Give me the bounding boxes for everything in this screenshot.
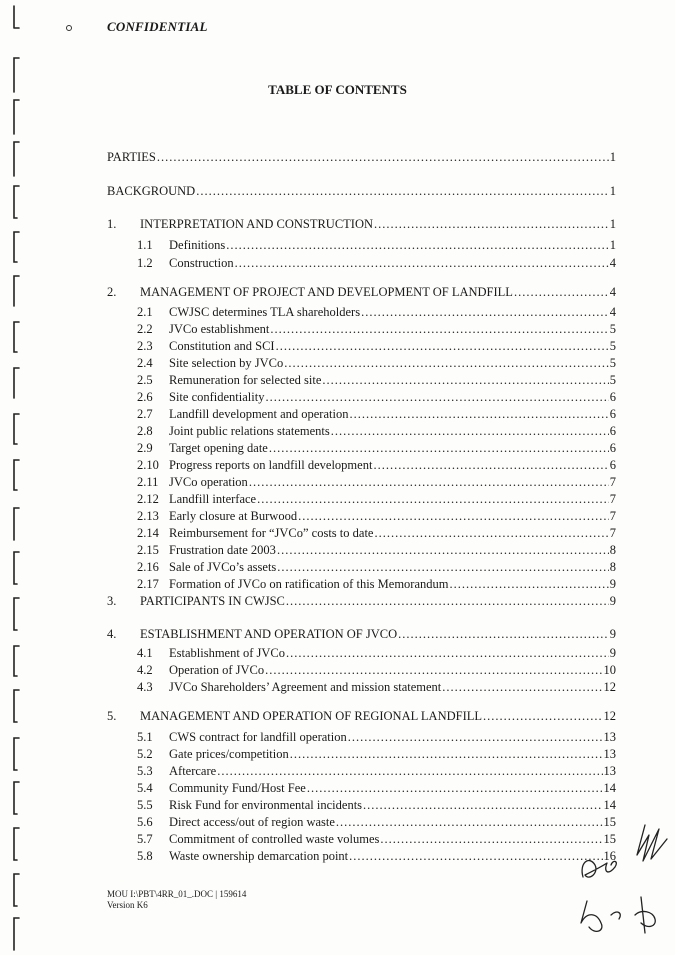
toc-subentry[interactable] [137, 441, 616, 456]
toc-entry-label: ESTABLISHMENT AND OPERATION OF JVCO [140, 627, 398, 641]
toc-subentry[interactable] [137, 798, 616, 813]
toc-page-number: 7 [609, 492, 616, 506]
toc-page-number: 5 [609, 322, 616, 336]
toc-section-1[interactable] [107, 217, 616, 232]
toc-subentry-number: 5.2 [137, 747, 153, 761]
toc-section-number: 2. [107, 285, 117, 299]
toc-leader-dots [290, 747, 603, 761]
bracket-mark-icon [14, 828, 19, 860]
toc-page-number: 9 [609, 594, 616, 608]
toc-leader-dots [277, 543, 609, 557]
bracket-mark-icon [14, 782, 19, 814]
toc-leader-dots [249, 475, 609, 489]
toc-leader-dots [449, 577, 608, 591]
toc-leader-dots [284, 356, 609, 370]
toc-entry-label: Reimbursement for “JVCo” costs to date [169, 526, 374, 540]
toc-leader-dots [257, 492, 609, 506]
toc-page-number: 4 [609, 305, 616, 319]
bracket-mark-icon [14, 598, 19, 630]
toc-page-number: 7 [609, 509, 616, 523]
toc-subentry-number: 4.2 [137, 663, 153, 677]
toc-subentry[interactable] [137, 458, 616, 473]
toc-leader-dots [483, 709, 602, 723]
toc-subentry-number: 2.12 [137, 492, 159, 506]
toc-subentry[interactable] [137, 339, 616, 354]
bracket-mark-icon [14, 6, 19, 28]
toc-subentry-number: 2.6 [137, 390, 153, 404]
toc-page-number: 8 [609, 543, 616, 557]
toc-leader-dots [286, 594, 609, 608]
toc-leader-dots [361, 305, 609, 319]
toc-page-number: 6 [609, 407, 616, 421]
toc-leader-dots [380, 832, 602, 846]
toc-page-number: 13 [603, 764, 616, 778]
toc-leader-dots [226, 238, 609, 252]
confidential-header: CONFIDENTIAL [107, 19, 208, 34]
toc-entry-label: BACKGROUND [107, 184, 196, 198]
bracket-mark-icon [14, 918, 19, 950]
toc-subentry[interactable] [137, 577, 616, 592]
toc-entry-label: Landfill development and operation [169, 407, 349, 421]
toc-leader-dots [265, 663, 602, 677]
toc-subentry[interactable] [137, 373, 616, 388]
bracket-mark-icon [14, 552, 19, 584]
toc-subentry-number: 5.3 [137, 764, 153, 778]
toc-page-number: 7 [609, 475, 616, 489]
bracket-mark-icon [14, 690, 19, 722]
handwritten-signature [575, 815, 670, 940]
bracket-mark-icon [14, 58, 19, 92]
bracket-mark-icon [14, 100, 19, 134]
toc-page-number: 6 [609, 424, 616, 438]
toc-subentry-number: 2.9 [137, 441, 153, 455]
toc-leader-dots [349, 407, 608, 421]
toc-subentry-number: 5.6 [137, 815, 153, 829]
toc-subentry-number: 5.4 [137, 781, 153, 795]
footer-file-reference: MOU I:\PBT\4RR_01_.DOC | 159614 [107, 889, 247, 899]
toc-leader-dots [157, 150, 609, 164]
toc-subentry-number: 2.8 [137, 424, 153, 438]
bracket-mark-icon [14, 508, 19, 540]
toc-subentry[interactable] [137, 663, 616, 678]
toc-page-number: 6 [609, 441, 616, 455]
toc-leader-dots [348, 730, 603, 744]
toc-page-number: 15 [603, 815, 616, 829]
toc-entry-label: Community Fund/Host Fee [169, 781, 306, 795]
toc-leader-dots [363, 798, 602, 812]
bracket-mark-icon [14, 414, 19, 444]
toc-subentry[interactable] [137, 646, 616, 661]
toc-entry-label: INTERPRETATION AND CONSTRUCTION [140, 217, 374, 231]
toc-entry-label: Frustration date 2003 [169, 543, 276, 557]
bracket-mark-icon [14, 142, 19, 176]
toc-entry-label: Operation of JVCo [169, 663, 265, 677]
page-title: TABLE OF CONTENTS [268, 82, 407, 97]
toc-leader-dots [322, 373, 608, 387]
toc-page-number: 6 [609, 390, 616, 404]
toc-section-number: 3. [107, 594, 117, 608]
toc-leader-dots [331, 424, 609, 438]
toc-entry-background[interactable] [107, 184, 616, 199]
bracket-mark-icon [14, 738, 19, 770]
toc-page-number: 15 [603, 832, 616, 846]
toc-subentry-number: 2.3 [137, 339, 153, 353]
toc-subentry-number: 2.1 [137, 305, 153, 319]
toc-subentry[interactable] [137, 475, 616, 490]
toc-leader-dots [276, 339, 609, 353]
toc-leader-dots [373, 458, 608, 472]
toc-entry-label: Establishment of JVCo [169, 646, 285, 660]
toc-subentry-number: 4.3 [137, 680, 153, 694]
toc-subentry[interactable] [137, 680, 616, 695]
toc-page-number: 1 [609, 217, 616, 231]
toc-leader-dots [442, 680, 602, 694]
toc-subentry-number: 1.2 [137, 256, 153, 270]
toc-subentry[interactable] [137, 815, 616, 830]
toc-subentry[interactable] [137, 764, 616, 779]
toc-entry-label: Constitution and SCI [169, 339, 275, 353]
toc-subentry-number: 1.1 [137, 238, 153, 252]
toc-page-number: 5 [609, 339, 616, 353]
toc-page-number: 6 [609, 458, 616, 472]
toc-leader-dots [265, 390, 608, 404]
toc-entry-label: Risk Fund for environmental incidents [169, 798, 363, 812]
toc-page-number: 4 [609, 285, 616, 299]
toc-subentry[interactable] [137, 526, 616, 541]
toc-subentry[interactable] [137, 849, 616, 864]
toc-subentry[interactable] [137, 747, 616, 762]
toc-entry-label: Landfill interface [169, 492, 257, 506]
toc-subentry-number: 5.1 [137, 730, 153, 744]
toc-entry-label: Direct access/out of region waste [169, 815, 335, 829]
toc-subentry[interactable] [137, 730, 616, 745]
toc-page-number: 4 [609, 256, 616, 270]
bracket-mark-icon [14, 646, 19, 676]
toc-entry-label: Target opening date [169, 441, 268, 455]
toc-leader-dots [374, 526, 608, 540]
toc-subentry-number: 2.14 [137, 526, 159, 540]
toc-entry-label: Site selection by JVCo [169, 356, 284, 370]
toc-entry-label: JVCo Shareholders’ Agreement and mission statement [169, 680, 442, 694]
toc-leader-dots [217, 764, 602, 778]
toc-entry-label: PARTIES [107, 150, 156, 164]
toc-page-number: 14 [603, 781, 616, 795]
toc-leader-dots [235, 256, 609, 270]
toc-subentry-number: 2.10 [137, 458, 159, 472]
toc-subentry[interactable] [137, 407, 616, 422]
toc-page-number: 14 [603, 798, 616, 812]
toc-subentry-number: 5.7 [137, 832, 153, 846]
toc-page-number: 1 [609, 184, 616, 198]
toc-page-number: 10 [603, 663, 616, 677]
toc-subentry[interactable] [137, 492, 616, 507]
toc-subentry-number: 2.2 [137, 322, 153, 336]
toc-section-4[interactable] [107, 627, 616, 642]
toc-entry-label: JVCo establishment [169, 322, 270, 336]
toc-subentry-number: 2.16 [137, 560, 159, 574]
toc-leader-dots [336, 815, 603, 829]
toc-page-number: 8 [609, 560, 616, 574]
toc-entry-label: Construction [169, 256, 234, 270]
toc-subentry[interactable] [137, 560, 616, 575]
toc-subentry[interactable] [137, 390, 616, 405]
toc-subentry-number: 4.1 [137, 646, 153, 660]
toc-page-number: 1 [609, 150, 616, 164]
toc-entry-label: Joint public relations statements [169, 424, 330, 438]
bracket-mark-icon [14, 460, 19, 490]
toc-section-5[interactable] [107, 709, 616, 724]
document-footer [107, 889, 246, 911]
toc-subentry[interactable] [137, 424, 616, 439]
toc-entry-label: Remuneration for selected site [169, 373, 322, 387]
toc-entry-label: Progress reports on landfill development [169, 458, 373, 472]
toc-entry-label: Aftercare [169, 764, 217, 778]
toc-subentry[interactable] [137, 256, 616, 271]
bracket-mark-icon [14, 368, 19, 398]
toc-page-number: 9 [609, 577, 616, 591]
bracket-mark-icon [14, 322, 19, 352]
toc-leader-dots [514, 285, 609, 299]
toc-subentry[interactable] [137, 543, 616, 558]
toc-section-3[interactable] [107, 594, 616, 609]
toc-subentry-number: 5.8 [137, 849, 153, 863]
toc-leader-dots [277, 560, 608, 574]
toc-page-number: 5 [609, 356, 616, 370]
toc-leader-dots [374, 217, 609, 231]
toc-subentry-number: 2.7 [137, 407, 153, 421]
toc-page-number: 12 [603, 680, 616, 694]
footer-version: Version K6 [107, 900, 148, 910]
toc-entry-label: MANAGEMENT AND OPERATION OF REGIONAL LANDFILL [140, 709, 483, 723]
toc-entry-label: Waste ownership demarcation point [169, 849, 349, 863]
toc-entry-label: MANAGEMENT OF PROJECT AND DEVELOPMENT OF LANDFILL [140, 285, 513, 299]
toc-subentry[interactable] [137, 356, 616, 371]
toc-subentry-number: 5.5 [137, 798, 153, 812]
toc-entry-label: Gate prices/competition [169, 747, 289, 761]
toc-page-number: 16 [603, 849, 616, 863]
toc-subentry[interactable] [137, 781, 616, 796]
toc-section-number: 4. [107, 627, 117, 641]
toc-entry-label: JVCo operation [169, 475, 248, 489]
toc-subentry-number: 2.5 [137, 373, 153, 387]
toc-entry-label: Early closure at Burwood [169, 509, 298, 523]
toc-page-number: 13 [603, 730, 616, 744]
toc-subentry[interactable] [137, 305, 616, 320]
toc-leader-dots [270, 322, 608, 336]
toc-entry-label: Commitment of controlled waste volumes [169, 832, 380, 846]
toc-page-number: 9 [609, 627, 616, 641]
toc-subentry-number: 2.4 [137, 356, 153, 370]
toc-subentry-number: 2.13 [137, 509, 159, 523]
toc-page-number: 9 [609, 646, 616, 660]
toc-subentry-number: 2.17 [137, 577, 159, 591]
toc-page-number: 12 [603, 709, 616, 723]
toc-entry-label: Formation of JVCo on ratification of this Memorandum [169, 577, 449, 591]
toc-entry-label: CWJSC determines TLA shareholders [169, 305, 361, 319]
toc-subentry[interactable] [137, 832, 616, 847]
toc-section-number: 5. [107, 709, 117, 723]
toc-page-number: 1 [609, 238, 616, 252]
toc-entry-label: Sale of JVCo’s assets [169, 560, 277, 574]
toc-entry-label: PARTICIPANTS IN CWJSC [140, 594, 285, 608]
toc-leader-dots [298, 509, 609, 523]
toc-section-number: 1. [107, 217, 117, 231]
toc-leader-dots [307, 781, 603, 795]
binding-marks [0, 0, 40, 955]
bracket-mark-icon [14, 874, 19, 906]
toc-subentry[interactable] [137, 509, 616, 524]
toc-leader-dots [196, 184, 609, 198]
toc-entry-label: Definitions [169, 238, 226, 252]
toc-entry-parties[interactable] [107, 150, 616, 165]
toc-section-2[interactable] [107, 285, 616, 300]
toc-subentry[interactable] [137, 322, 616, 337]
toc-subentry-number: 2.15 [137, 543, 159, 557]
toc-leader-dots [269, 441, 609, 455]
bracket-mark-icon [14, 276, 19, 306]
bracket-mark-icon [14, 186, 19, 218]
toc-entry-label: Site confidentiality [169, 390, 265, 404]
toc-leader-dots [398, 627, 609, 641]
toc-page-number: 13 [603, 747, 616, 761]
bracket-mark-icon [14, 232, 19, 262]
toc-page-number: 7 [609, 526, 616, 540]
toc-leader-dots [286, 646, 609, 660]
toc-subentry[interactable] [137, 238, 616, 253]
toc-subentry-number: 2.11 [137, 475, 159, 489]
toc-leader-dots [349, 849, 602, 863]
toc-page-number: 5 [609, 373, 616, 387]
toc-entry-label: CWS contract for landfill operation [169, 730, 347, 744]
